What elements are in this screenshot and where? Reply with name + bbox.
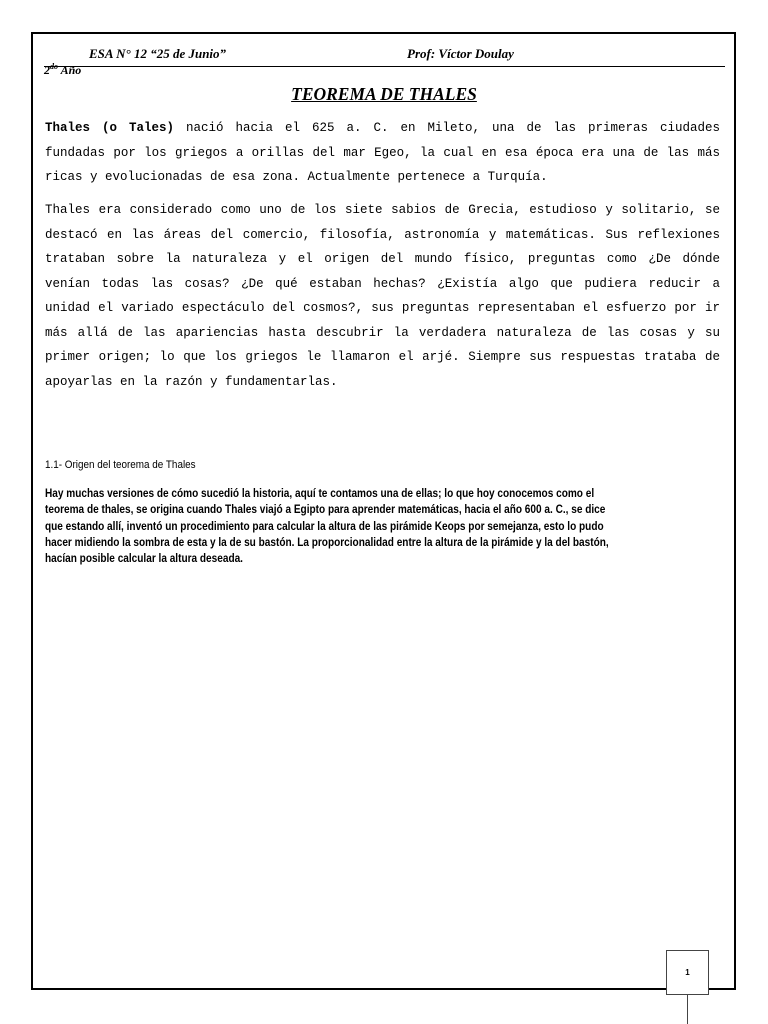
section-paragraph [45,486,706,567]
header-professor: Prof: Víctor Doulay [407,46,514,61]
header-year [44,62,81,78]
header-year-word: Año [60,63,82,77]
intro-paragraph [45,116,720,190]
section-line: hacían posible calcular la altura deseada. [45,553,243,566]
section-line: que estando allí, inventó un procedimiento para calcular la altura de las pirámide Keops por semejanza, esto lo pudo [45,520,604,533]
header-year-suffix: do [50,62,58,71]
page-number-label: 1 [685,968,690,977]
section-line: hacer midiendo la sombra de esta y la de su bastón. La proporcionalidad entre la altura de la pirámide y la del bastón, [45,536,609,549]
intro-lead: Thales (o Tales) [45,121,175,135]
header-school-name: ESA N° 12 “25 de Junio” [89,46,227,61]
page-number-connector [687,995,688,1024]
section-line: teorema de thales, se origina cuando Thales viajó a Egipto para aprender matemáticas, hacia el año 600 a. C., se dice [45,504,606,517]
document-title: TEOREMA DE THALES [291,84,477,104]
section-heading: 1.1- Origen del teorema de Thales [45,459,196,471]
bio-paragraph: Thales era considerado como uno de los siete sabios de Grecia, estudioso y solitario, se destacó en las áreas del comercio, filosofía, astronomía y matemáticas. Sus reflexiones trataban sobre la naturaleza y el origen del mundo físico, preguntas como ¿De dónde venían todas las cosas? ¿De qué estaban hechas? ¿Existía algo que pudiera reducir a unidad el variado espectáculo del cosmos?, sus preguntas representaban el esfuerzo por ir más allá de las apariencias hasta descubrir la verdadera naturaleza de las cosas y su primer origen; lo que los griegos le llamaron el arjé. Siempre sus respuestas trataba de apoyarlas en la razón y fundamentarlas. [45,203,720,389]
header-divider [44,66,725,67]
page-number [666,950,709,995]
intro-text: nació hacia el 625 a. C. en Mileto, una de las primeras ciudades fundadas por los griegos a orillas del mar Egeo, la cual en esa época era una de las más ricas y evolucionadas de esa zona. Actualmente pertenece a Turquía. [45,121,720,184]
header-year-number: 2 [44,63,50,77]
section-line: Hay muchas versiones de cómo sucedió la historia, aquí te contamos una de ellas; lo que hoy conocemos como el [45,488,595,500]
